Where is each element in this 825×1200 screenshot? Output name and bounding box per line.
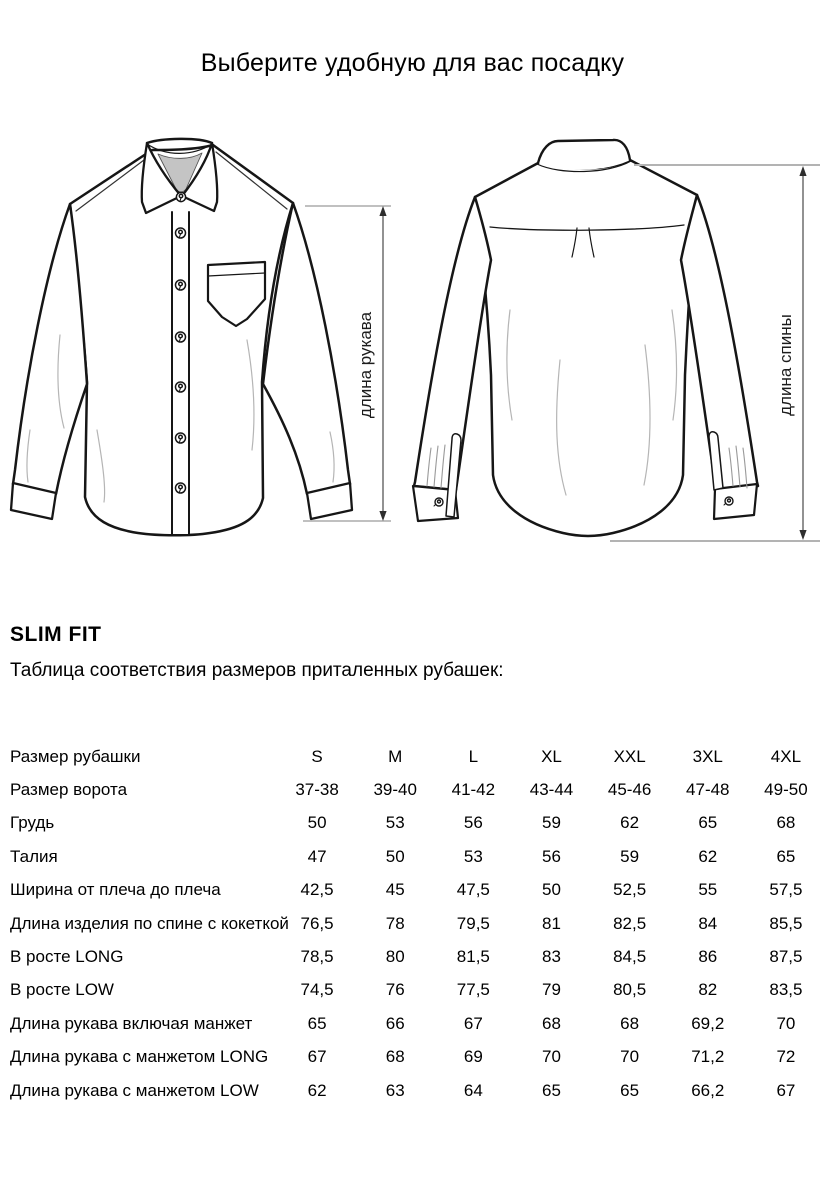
size-cell: 68 [776, 813, 796, 833]
size-cell: 52,5 [613, 880, 647, 900]
size-cell: 85,5 [769, 913, 803, 933]
size-cell: 47 [307, 846, 327, 866]
size-cell: 45 [385, 880, 405, 900]
size-cell: 66 [385, 1013, 405, 1033]
size-cell: 41-42 [451, 780, 496, 800]
size-cell: 4XL [770, 746, 802, 766]
size-cell: 42,5 [300, 880, 334, 900]
size-cell: 53 [463, 846, 483, 866]
size-cell: 62 [698, 846, 718, 866]
size-cell: 70 [620, 1047, 640, 1067]
size-cell: 56 [542, 846, 561, 866]
size-cell: 49-50 [764, 780, 808, 800]
size-cell: 66,2 [691, 1080, 725, 1100]
size-cell: 56 [463, 813, 483, 833]
size-cell: 69 [463, 1047, 483, 1067]
size-cell: 82,5 [613, 913, 647, 933]
row-label: В росте LOW [10, 980, 114, 1000]
size-cell: 78,5 [300, 947, 334, 967]
shirt-front-illustration [11, 139, 352, 535]
size-cell: 37-38 [295, 780, 339, 800]
size-cell: 62 [620, 813, 640, 833]
size-cell: 50 [307, 813, 327, 833]
size-cell: 79 [542, 980, 561, 1000]
size-cell: 55 [698, 880, 718, 900]
size-cell: M [388, 746, 403, 766]
size-cell: 62 [307, 1080, 327, 1100]
back-shirt-body [475, 160, 697, 536]
size-cell: 47,5 [456, 880, 490, 900]
table-row [0, 940, 825, 973]
back-length-label: длина спины [776, 314, 795, 416]
row-label: Грудь [10, 813, 55, 833]
table-row [0, 773, 825, 806]
table-row [0, 840, 825, 873]
button-icon [176, 382, 186, 392]
button-icon [176, 280, 186, 290]
size-cell: 57,5 [769, 880, 803, 900]
row-label: Размер ворота [10, 780, 128, 800]
size-cell: 45-46 [607, 780, 652, 800]
table-row [0, 874, 825, 907]
row-label: Талия [10, 846, 58, 866]
size-cell: 80 [385, 947, 405, 967]
shirt-diagram [0, 130, 825, 550]
size-cell: 47-48 [686, 780, 730, 800]
size-cell: 81 [542, 913, 561, 933]
size-cell: 84 [698, 913, 718, 933]
row-label: Длина рукава с манжетом LOW [10, 1080, 259, 1100]
button-icon [724, 497, 733, 505]
fit-section-heading: SLIM FIT [10, 623, 102, 646]
size-cell: S [311, 746, 323, 766]
size-cell: 39-40 [373, 780, 417, 800]
size-cell: 68 [385, 1047, 405, 1067]
size-cell: 65 [776, 846, 796, 866]
size-cell: 53 [385, 813, 405, 833]
size-cell: 86 [698, 947, 718, 967]
size-cell: 80,5 [613, 980, 647, 1000]
arrow-up-icon [379, 206, 386, 216]
size-cell: 82 [698, 980, 718, 1000]
row-label: Ширина от плеча до плеча [10, 880, 221, 900]
row-label: В росте LONG [10, 947, 124, 967]
size-cell: 87,5 [769, 947, 803, 967]
row-label: Длина изделия по спине с кокеткой [10, 913, 289, 933]
sleeve-length-label: длина рукава [356, 311, 375, 419]
size-cell: 79,5 [456, 913, 490, 933]
size-cell: 65 [307, 1013, 327, 1033]
size-cell: 50 [385, 846, 405, 866]
table-row [0, 1074, 825, 1107]
table-row [0, 907, 825, 940]
size-cell: 70 [776, 1013, 796, 1033]
size-cell: 76,5 [300, 913, 334, 933]
size-cell: 59 [542, 813, 561, 833]
size-cell: L [468, 746, 479, 766]
size-cell: 43-44 [529, 780, 574, 800]
table-row [0, 1041, 825, 1074]
arrow-up-icon [799, 166, 806, 176]
row-label: Размер рубашки [10, 746, 141, 766]
size-cell: XXL [613, 746, 646, 766]
size-cell: 74,5 [300, 980, 334, 1000]
row-label: Длина рукава с манжетом LONG [10, 1047, 269, 1067]
size-cell: 65 [542, 1080, 561, 1100]
size-cell: 69,2 [691, 1013, 725, 1033]
size-cell: 77,5 [456, 980, 490, 1000]
size-cell: 71,2 [691, 1047, 725, 1067]
size-cell: 59 [620, 846, 640, 866]
arrow-down-icon [379, 511, 386, 521]
arrow-down-icon [799, 530, 806, 540]
button-icon [176, 228, 186, 238]
size-cell: 65 [698, 813, 718, 833]
size-cell: 50 [542, 880, 561, 900]
table-row [0, 974, 825, 1007]
size-cell: 68 [620, 1013, 640, 1033]
size-cell: 68 [542, 1013, 561, 1033]
size-cell: 76 [385, 980, 405, 1000]
size-cell: 63 [385, 1080, 405, 1100]
size-table [0, 740, 825, 1107]
size-cell: 83,5 [769, 980, 803, 1000]
table-row [0, 740, 825, 773]
button-icon [176, 192, 185, 201]
size-cell: 67 [463, 1013, 483, 1033]
row-label: Длина рукава включая манжет [10, 1013, 253, 1033]
back-collar [537, 140, 631, 172]
size-cell: 81,5 [456, 947, 490, 967]
size-cell: 78 [385, 913, 405, 933]
shirt-back-illustration [413, 140, 758, 536]
size-cell: 3XL [692, 746, 723, 766]
table-row [0, 1007, 825, 1040]
size-table-body [0, 740, 825, 1107]
button-icon [176, 483, 186, 493]
size-cell: 84,5 [613, 947, 647, 967]
size-cell: 67 [776, 1080, 796, 1100]
button-icon [176, 433, 186, 443]
page-title: Выберите удобную для вас посадку [200, 49, 625, 77]
size-cell: 70 [542, 1047, 561, 1067]
size-cell: XL [541, 746, 562, 766]
size-cell: 67 [307, 1047, 327, 1067]
size-cell: 83 [542, 947, 561, 967]
size-cell: 64 [463, 1080, 483, 1100]
size-cell: 72 [776, 1047, 796, 1067]
size-cell: 65 [620, 1080, 640, 1100]
button-icon [176, 332, 186, 342]
front-left-sleeve [13, 204, 87, 494]
table-row [0, 807, 825, 840]
button-icon [434, 498, 443, 506]
fit-section-subtitle: Таблица соответствия размеров приталенных рубашек: [10, 660, 504, 681]
